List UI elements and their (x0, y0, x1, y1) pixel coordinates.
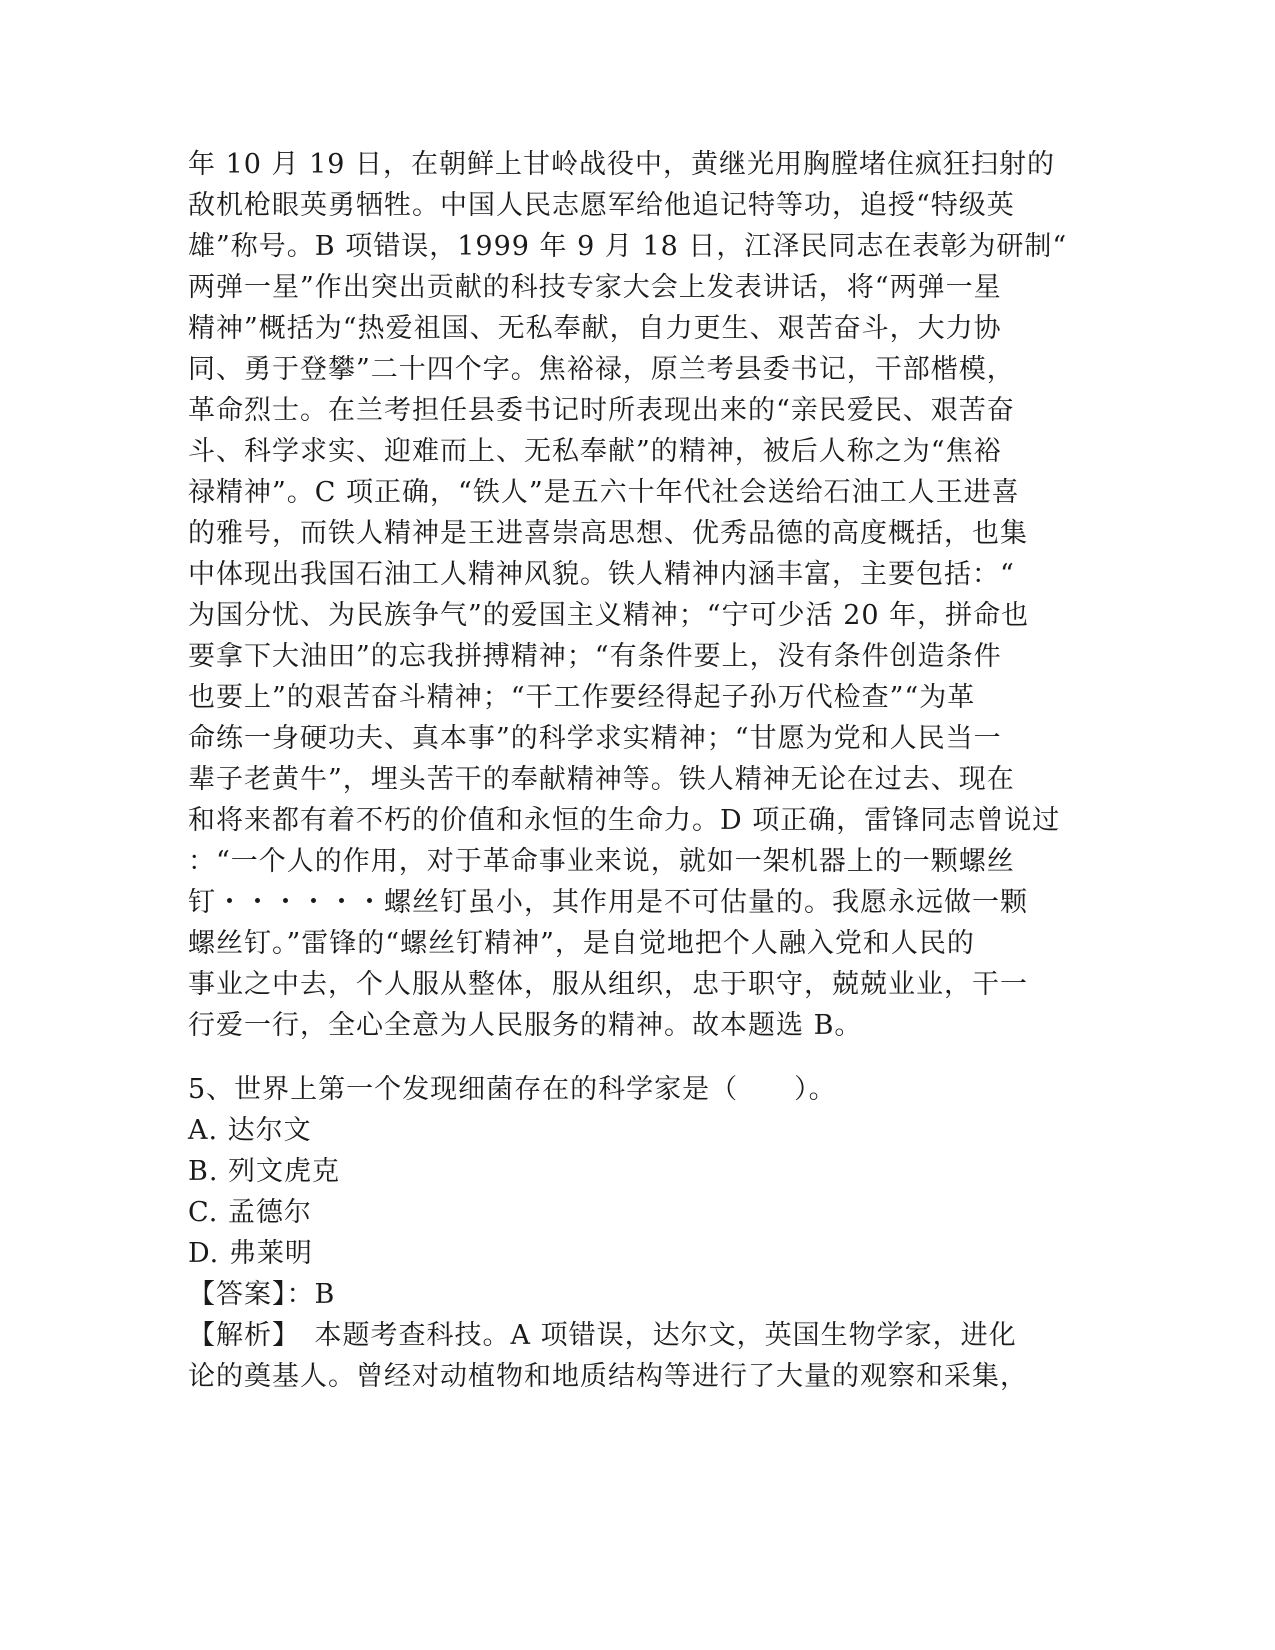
option-b: B. 列文虎克 (188, 1156, 341, 1187)
explanation-line: 要拿下大油田”的忘我拼搏精神；“有条件要上，没有条件创造条件 (188, 641, 1002, 672)
explanation-line: 斗、科学求实、迎难而上、无私奉献”的精神，被后人称之为“焦裕 (188, 436, 1002, 467)
explanation-line: 行爱一行，全心全意为人民服务的精神。故本题选 B。 (188, 1010, 863, 1041)
explanation-line: ：“一个人的作用，对于革命事业来说，就如一架机器上的一颗螺丝 (188, 846, 1015, 877)
option-c: C. 孟德尔 (188, 1197, 312, 1228)
explanation-line: 同、勇于登攀”二十四个字。焦裕禄，原兰考县委书记，干部楷模， (188, 354, 1015, 385)
analysis-line: 论的奠基人。曾经对动植物和地质结构等进行了大量的观察和采集， (188, 1361, 1028, 1392)
answer-line: 【答案】：B (188, 1279, 336, 1310)
explanation-line: 也要上”的艰苦奋斗精神；“干工作要经得起子孙万代检查”“为革 (188, 682, 976, 713)
option-d: D. 弗莱明 (188, 1238, 313, 1269)
explanation-line: 螺丝钉。”雷锋的“螺丝钉精神”，是自觉地把个人融入党和人民的 (188, 928, 975, 959)
explanation-line: 命练一身硬功夫、真本事”的科学求实精神；“甘愿为党和人民当一 (188, 723, 1002, 754)
explanation-line: 雄”称号。B 项错误，1999 年 9 月 18 日，江泽民同志在表彰为研制“ (188, 231, 1068, 262)
explanation-line: 钉・・・・・・螺丝钉虽小，其作用是不可估量的。我愿永远做一颗 (188, 887, 1028, 918)
explanation-line: 禄精神”。C 项正确，“铁人”是五六十年代社会送给石油工人王进喜 (188, 477, 1020, 508)
explanation-line: 年 10 月 19 日，在朝鲜上甘岭战役中，黄继光用胸膛堵住疯狂扫射的 (188, 149, 1056, 180)
analysis-line: 【解析】 本题考查科技。A 项错误，达尔文，英国生物学家，进化 (188, 1320, 1017, 1351)
explanation-line: 敌机枪眼英勇牺牲。中国人民志愿军给他追记特等功，追授“特级英 (188, 190, 1015, 221)
explanation-line: 精神”概括为“热爱祖国、无私奉献，自力更生、艰苦奋斗，大力协 (188, 313, 1002, 344)
explanation-line: 和将来都有着不朽的价值和永恒的生命力。D 项正确，雷锋同志曾说过 (188, 805, 1061, 836)
explanation-line: 中体现出我国石油工人精神风貌。铁人精神内涵丰富，主要包括：“ (188, 559, 1015, 590)
explanation-line: 两弹一星”作出突出贡献的科技专家大会上发表讲话，将“两弹一星 (188, 272, 1002, 303)
explanation-line: 辈子老黄牛”，埋头苦干的奉献精神等。铁人精神无论在过去、现在 (188, 764, 1015, 795)
option-a: A. 达尔文 (188, 1115, 312, 1146)
explanation-line: 事业之中去，个人服从整体，服从组织，忠于职守，兢兢业业，干一 (188, 969, 1028, 1000)
question-stem: 5、世界上第一个发现细菌存在的科学家是（ ）。 (188, 1074, 837, 1105)
explanation-line: 为国分忧、为民族争气”的爱国主义精神；“宁可少活 20 年，拼命也 (188, 600, 1030, 631)
explanation-line: 革命烈士。在兰考担任县委书记时所表现出来的“亲民爱民、艰苦奋 (188, 395, 1015, 426)
explanation-line: 的雅号，而铁人精神是王进喜崇高思想、优秀品德的高度概括，也集 (188, 518, 1028, 549)
